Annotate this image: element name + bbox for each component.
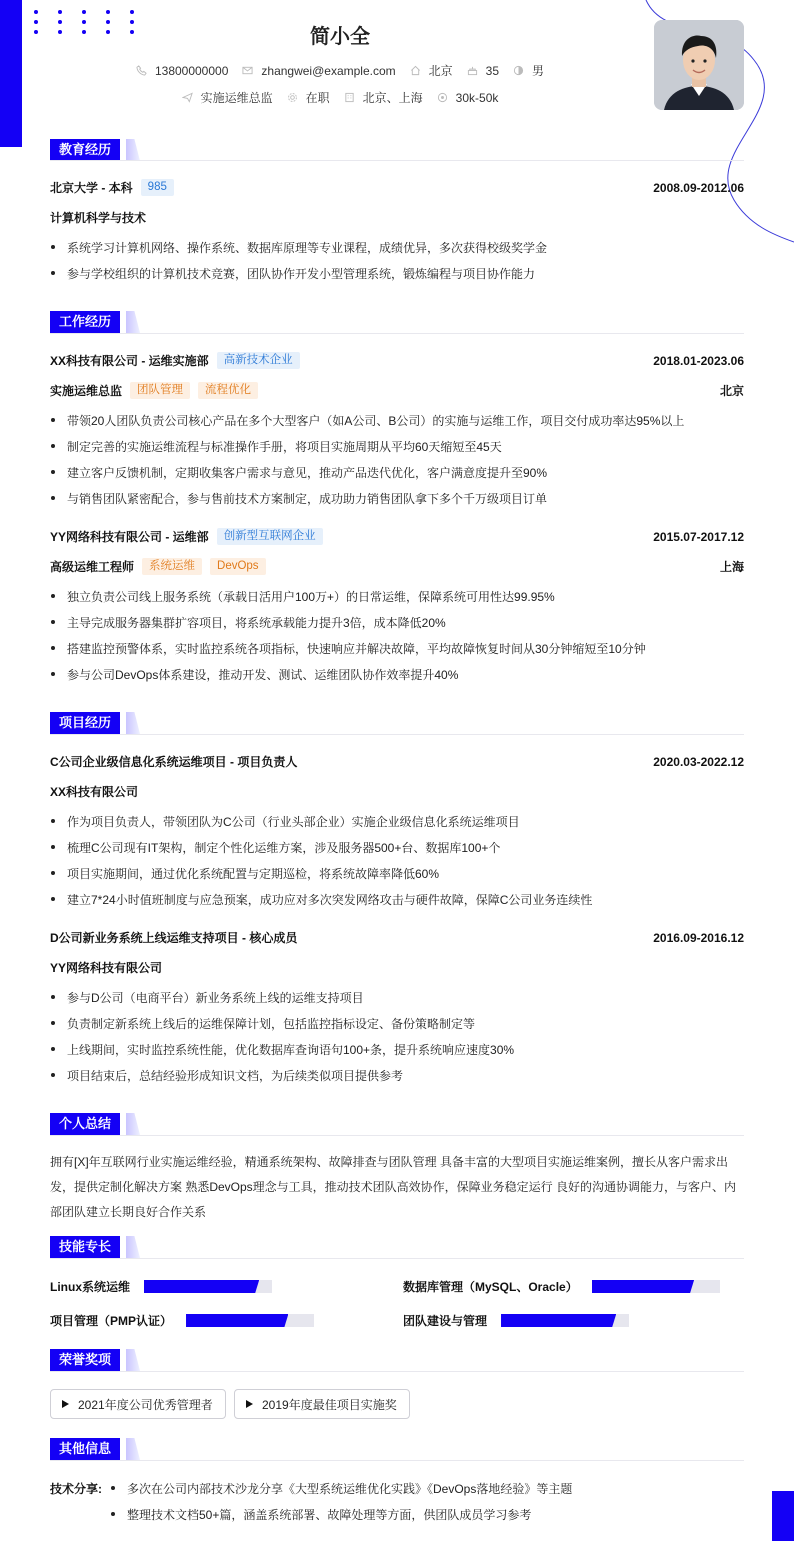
award-text: 2021年度公司优秀管理者 (78, 1397, 213, 1412)
candidate-name: 简小全 (310, 26, 370, 48)
project-dates: 2020.03-2022.12 (653, 754, 744, 769)
section-work-title: 工作经历 (50, 311, 120, 333)
section-tail (126, 1438, 140, 1460)
list-item: 参与公司DevOps体系建设，推动开发、测试、运维团队协作效率提升40% (50, 666, 744, 683)
section-tail (126, 1349, 140, 1371)
skill-bar (592, 1280, 720, 1293)
decorative-dot (106, 10, 110, 14)
section-divider (50, 160, 744, 161)
work-dates: 2018.01-2023.06 (653, 353, 744, 368)
skill-name: 数据库管理（MySQL、Oracle） (403, 1280, 578, 1294)
work-dates: 2015.07-2017.12 (653, 529, 744, 544)
work-role (50, 558, 744, 575)
project-name: C公司企业级信息化系统运维项目 - 项目负责人 (50, 755, 298, 769)
other-label (50, 1480, 110, 1497)
job-title: 高级运维工程师 (50, 560, 135, 574)
section-other-title: 其他信息 (50, 1438, 120, 1460)
section-tail (126, 712, 140, 734)
skill-tag: 团队管理 (130, 382, 190, 399)
decorative-dot (34, 10, 38, 14)
award-badge (234, 1389, 410, 1419)
section-projects-title: 项目经历 (50, 712, 120, 734)
list-item: 项目结束后，总结经验形成知识文档，为后续类似项目提供参考 (50, 1067, 744, 1084)
decorative-dot (58, 10, 62, 14)
email-text: zhangwei@example.com (261, 63, 396, 78)
section-tail (126, 311, 140, 333)
work-location: 上海 (719, 560, 744, 574)
project-dates: 2016.09-2016.12 (653, 930, 744, 945)
phone-icon (136, 65, 147, 76)
skill-item (50, 1312, 314, 1329)
play-icon (246, 1400, 253, 1408)
education-major (50, 209, 744, 226)
award-text: 2019年度最佳项目实施奖 (262, 1397, 397, 1412)
other-label-text: 技术分享: (50, 1482, 102, 1496)
company-tag: 高新技术企业 (217, 352, 300, 369)
skill-bar-fill (592, 1280, 694, 1293)
skill-bar-fill (144, 1280, 259, 1293)
company-name: YY网络科技有限公司 - 运维部 (50, 530, 209, 544)
avatar (654, 20, 744, 110)
list-item: 制定完善的实施运维流程与标准操作手册，将项目实施周期从平均60天缩短至45天 (50, 438, 744, 455)
skill-tag: 系统运维 (142, 558, 202, 575)
contact-row (50, 62, 630, 79)
school-tag: 985 (141, 179, 174, 196)
list-item: 主导完成服务器集群扩容项目，将系统承载能力提升3倍，成本降低20% (50, 614, 744, 631)
target-city-text: 北京、上海 (362, 91, 423, 105)
cake-icon (467, 65, 478, 76)
project-name: D公司新业务系统上线运维支持项目 - 核心成员 (50, 931, 298, 945)
section-education-title: 教育经历 (50, 139, 120, 161)
building-icon (344, 92, 355, 103)
job-title: 实施运维总监 (50, 384, 123, 398)
company-tag: 创新型互联网企业 (217, 528, 323, 545)
play-icon (62, 1400, 69, 1408)
list-item: 独立负责公司线上服务系统（承载日活用户100万+）的日常运维，保障系统可用性达99.95% (50, 588, 744, 605)
skill-bar-fill (501, 1314, 616, 1327)
send-icon (182, 92, 193, 103)
position-info (182, 89, 273, 106)
coin-icon (437, 92, 448, 103)
job-intent-row (50, 89, 630, 106)
education-header (50, 179, 744, 196)
list-item: 多次在公司内部技术沙龙分享《大型系统运维优化实践》《DevOps落地经验》等主题 (110, 1480, 730, 1497)
skill-item (403, 1278, 720, 1295)
position-text: 实施运维总监 (200, 91, 273, 105)
skill-item (403, 1312, 629, 1329)
phone-text: 13800000000 (154, 63, 229, 78)
decorative-dot (130, 10, 134, 14)
project-header (50, 753, 744, 770)
section-tail (126, 1113, 140, 1135)
education-dates: 2008.09-2012.06 (653, 180, 744, 195)
project-org-text: XX科技有限公司 (50, 785, 139, 799)
section-skills-title: 技能专长 (50, 1236, 120, 1258)
mail-icon (242, 65, 253, 76)
section-divider (50, 1135, 744, 1136)
project-org (50, 959, 744, 976)
section-divider (50, 333, 744, 334)
work-role (50, 382, 744, 399)
target-city-info (344, 89, 423, 106)
skill-name: Linux系统运维 (50, 1280, 130, 1294)
project-org (50, 783, 744, 800)
status-text: 在职 (305, 91, 330, 105)
profile-photo (654, 20, 744, 110)
list-item: 搭建监控预警体系，实时监控系统各项指标，快速响应并解决故障，平均故障恢复时间从30分钟缩短至10分钟 (50, 640, 744, 657)
city-info (410, 62, 453, 79)
list-item: 带领20人团队负责公司核心产品在多个大型客户（如A公司、B公司）的实施与运维工作，项目交付成功率达95%以上 (50, 412, 744, 429)
section-divider (50, 1371, 744, 1372)
skill-bar (501, 1314, 629, 1327)
skill-tag: DevOps (210, 558, 266, 575)
section-summary-title: 个人总结 (50, 1113, 120, 1135)
decorative-dot (82, 10, 86, 14)
section-tail (126, 1236, 140, 1258)
list-item: 建立客户反馈机制，定期收集客户需求与意见，推动产品迭代优化，客户满意度提升至90% (50, 464, 744, 481)
work-header (50, 352, 744, 369)
project-org-text: YY网络科技有限公司 (50, 961, 163, 975)
award-badge (50, 1389, 226, 1419)
gender-text: 男 (532, 64, 545, 78)
skill-bar (186, 1314, 314, 1327)
list-item: 上线期间，实时监控系统性能，优化数据库查询语句100+条，提升系统响应速度30% (50, 1041, 744, 1058)
section-tail (126, 139, 140, 161)
skill-name: 团队建设与管理 (403, 1314, 488, 1328)
list-item: 建立7*24小时值班制度与应急预案，成功应对多次突发网络攻击与硬件故障，保障C公司业务连续性 (50, 891, 744, 908)
section-divider (50, 734, 744, 735)
list-item: 作为项目负责人，带领团队为C公司（行业头部企业）实施企业级信息化系统运维项目 (50, 813, 744, 830)
city-text: 北京 (428, 64, 453, 78)
company-name: XX科技有限公司 - 运维实施部 (50, 354, 209, 368)
section-divider (50, 1258, 744, 1259)
project-header (50, 929, 744, 946)
home-icon (410, 65, 421, 76)
gender-icon (513, 65, 524, 76)
school-name: 北京大学 - 本科 (50, 181, 133, 195)
list-item: 与销售团队紧密配合，参与售前技术方案制定，成功助力销售团队拿下多个千万级项目订单 (50, 490, 744, 507)
list-item: 梳理C公司现有IT架构，制定个性化运维方案，涉及服务器500+台、数据库100+个 (50, 839, 744, 856)
major-text: 计算机科学与技术 (50, 211, 147, 225)
skill-item (50, 1278, 272, 1295)
status-info (287, 89, 330, 106)
age-text: 35 (485, 63, 500, 78)
phone-info (136, 64, 228, 78)
section-awards-title: 荣誉奖项 (50, 1349, 120, 1371)
salary-text: 30k-50k (455, 90, 499, 105)
bottom-right-accent (772, 1491, 794, 1541)
salary-info (437, 91, 499, 105)
work-location: 北京 (719, 384, 744, 398)
gear-icon (287, 92, 298, 103)
list-item: 系统学习计算机网络、操作系统、数据库原理等专业课程，成绩优异，多次获得校级奖学金 (50, 239, 744, 256)
skill-bar (144, 1280, 272, 1293)
skill-name: 项目管理（PMP认证） (50, 1314, 173, 1328)
list-item: 负责制定新系统上线后的运维保障计划，包括监控指标设定、备份策略制定等 (50, 1015, 744, 1032)
section-divider (50, 1460, 744, 1461)
list-item: 参与D公司（电商平台）新业务系统上线的运维支持项目 (50, 989, 744, 1006)
summary-text: 拥有[X]年互联网行业实施运维经验，精通系统架构、故障排查与团队管理 具备丰富的大型项目实施运维案例，擅长从客户需求出发，提供定制化解决方案 熟悉DevOps理念与工具，推动技术团队高效协作，保障业务稳定运行 良好的沟通协调能力，与客户、内部团队建立长期良好合作关系 (50, 1155, 737, 1219)
list-item: 整理技术文档50+篇，涵盖系统部署、故障处理等方面，供团队成员学习参考 (110, 1506, 730, 1523)
skill-tag: 流程优化 (198, 382, 258, 399)
work-header (50, 528, 744, 545)
skill-bar-fill (186, 1314, 288, 1327)
gender-info (513, 62, 544, 79)
email-info (242, 64, 395, 78)
age-info (467, 64, 499, 78)
list-item: 参与学校组织的计算机技术竞赛，团队协作开发小型管理系统，锻炼编程与项目协作能力 (50, 265, 744, 282)
list-item: 项目实施期间，通过优化系统配置与定期巡检，将系统故障率降低60% (50, 865, 744, 882)
